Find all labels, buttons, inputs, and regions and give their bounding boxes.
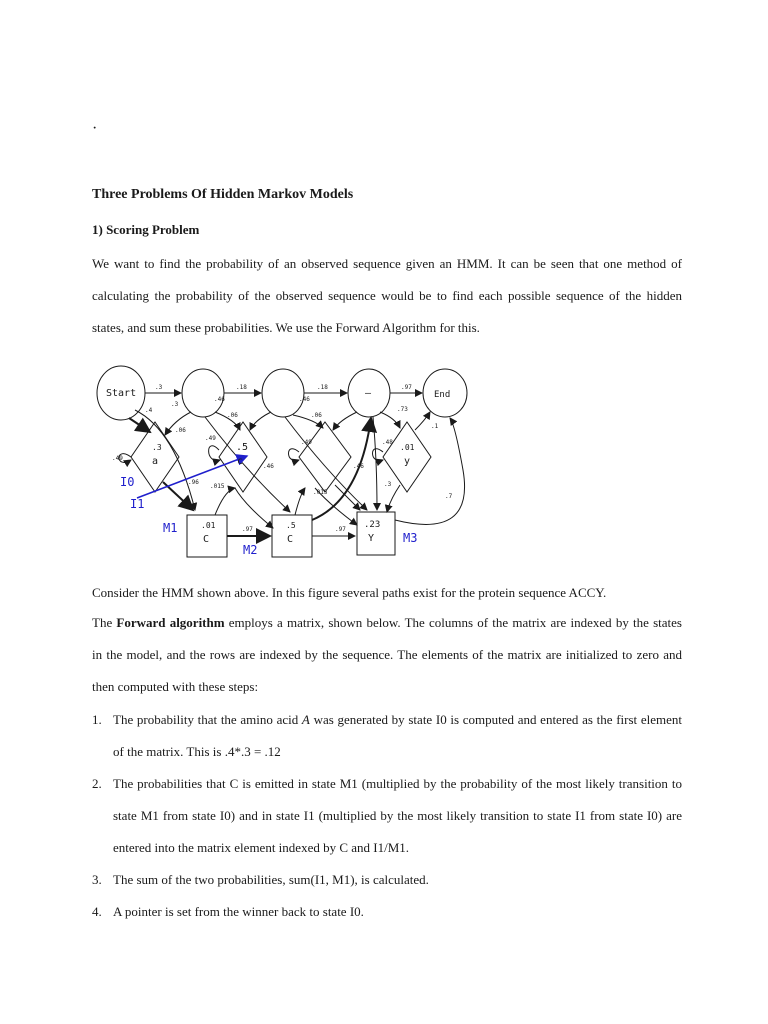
transition-label: .1 <box>431 423 439 430</box>
transition-label: .015 <box>210 483 225 490</box>
transition-label: .7 <box>445 493 453 500</box>
transition-label: .46 <box>299 396 310 403</box>
transition-label: .3 <box>384 481 392 488</box>
transition-label: .18 <box>236 384 247 391</box>
transition-label: .49 <box>205 435 216 442</box>
i0-prob: .3 <box>152 443 162 452</box>
transition-label: .97 <box>335 526 346 533</box>
transition-label: .46 <box>214 396 225 403</box>
list-item <box>92 704 682 768</box>
transition-label: .48 <box>382 439 393 446</box>
step-number: 4. <box>92 904 102 919</box>
forward-line: in the model, and the rows are indexed by the sequence. The elements of the matrix are initialized to zero and <box>92 647 682 662</box>
step-text-em: A <box>301 712 310 727</box>
forward-line: then computed with these steps: <box>92 679 259 694</box>
transition-label: .06 <box>227 412 238 419</box>
forward-algorithm-term: Forward algorithm <box>116 615 225 630</box>
intro-line: We want to find the probability of an observed sequence given an HMM. It can be seen that one method of <box>92 256 682 271</box>
i0-residue: a <box>152 456 159 467</box>
forward-paragraph <box>92 607 682 703</box>
transition-label: .97 <box>242 526 253 533</box>
label-m1: M1 <box>163 521 178 535</box>
match-state-m3 <box>357 512 395 555</box>
m1-prob: .01 <box>201 521 216 530</box>
step-text-b: was generated by state I0 is computed and entered as the first element of the matrix. This is .4*.3 = .12 <box>113 712 682 759</box>
step-number: 2. <box>92 776 102 791</box>
step-text: The sum of the two probabilities, sum(I1, M1), is calculated. <box>113 872 429 887</box>
intro-line: states, and sum these probabilities. We use the Forward Algorithm for this. <box>92 320 480 335</box>
delete-state-2 <box>262 369 304 417</box>
insert-state-i2 <box>299 422 351 492</box>
step-number: 1. <box>92 712 102 727</box>
m2-residue: C <box>287 534 294 545</box>
transition-label: .015 <box>313 489 328 496</box>
transition-label: .06 <box>311 412 322 419</box>
section-heading: 1) Scoring Problem <box>92 222 200 237</box>
label-m3: M3 <box>403 531 418 545</box>
transition-label: .4 <box>145 407 153 414</box>
delete-state-1 <box>182 369 224 417</box>
end-label: End <box>434 390 451 400</box>
step-text: The probabilities that C is emitted in state M1 (multiplied by the probability of the most likely transition to state M1 from state I0) and in state I1 (multiplied by the most likely transition to state I1 from state I0) are entered into the matrix element indexed by C and I1/M1. <box>113 776 682 855</box>
step-number: 3. <box>92 872 102 887</box>
transition-label: .73 <box>397 406 408 413</box>
intro-line: calculating the probability of the observed sequence would be to find each possible sequence of the hidden <box>92 288 682 303</box>
bullet-mark: · <box>92 120 98 137</box>
transition-label: .46 <box>353 463 364 470</box>
i3-prob: .01 <box>400 443 415 452</box>
forward-prefix: The <box>92 615 117 630</box>
start-label: Start <box>106 388 137 399</box>
delete-dash: – <box>365 388 372 399</box>
label-i0: I0 <box>120 475 135 489</box>
i1-residue: c <box>237 456 244 467</box>
step-text: A pointer is set from the winner back to state I0. <box>113 904 364 919</box>
list-item <box>92 896 682 928</box>
transition-label: .96 <box>188 479 199 486</box>
transition-label: .97 <box>401 384 412 391</box>
list-item <box>92 768 682 864</box>
transition-label: .3 <box>171 401 179 408</box>
label-m2: M2 <box>243 543 258 557</box>
m3-prob: .23 <box>364 520 381 530</box>
hmm-diagram <box>95 360 475 560</box>
i3-residue: y <box>404 456 411 467</box>
m1-residue: C <box>203 534 210 545</box>
steps-list <box>92 704 682 928</box>
transition-label: .46 <box>263 463 274 470</box>
m2-prob: .5 <box>286 521 296 530</box>
step-text-a: The probability that the amino acid <box>113 712 302 727</box>
transition-label: .18 <box>317 384 328 391</box>
list-item <box>92 864 682 896</box>
m3-residue: Y <box>368 533 375 544</box>
i1-prob: .5 <box>236 442 249 453</box>
step-text <box>113 704 682 768</box>
forward-line <box>92 607 682 639</box>
forward-rest: employs a matrix, shown below. The columns of the matrix are indexed by the states <box>224 615 682 630</box>
transition-label: .3 <box>155 384 163 391</box>
transition-label: .49 <box>301 439 312 446</box>
transition-label: .49 <box>112 455 123 462</box>
page-title: Three Problems Of Hidden Markov Models <box>92 187 354 202</box>
transition-label: .06 <box>175 427 186 434</box>
consider-paragraph: Consider the HMM shown above. In this figure several paths exist for the protein sequence ACCY. <box>92 585 607 600</box>
label-i1: I1 <box>130 497 145 511</box>
intro-paragraph <box>92 248 682 344</box>
